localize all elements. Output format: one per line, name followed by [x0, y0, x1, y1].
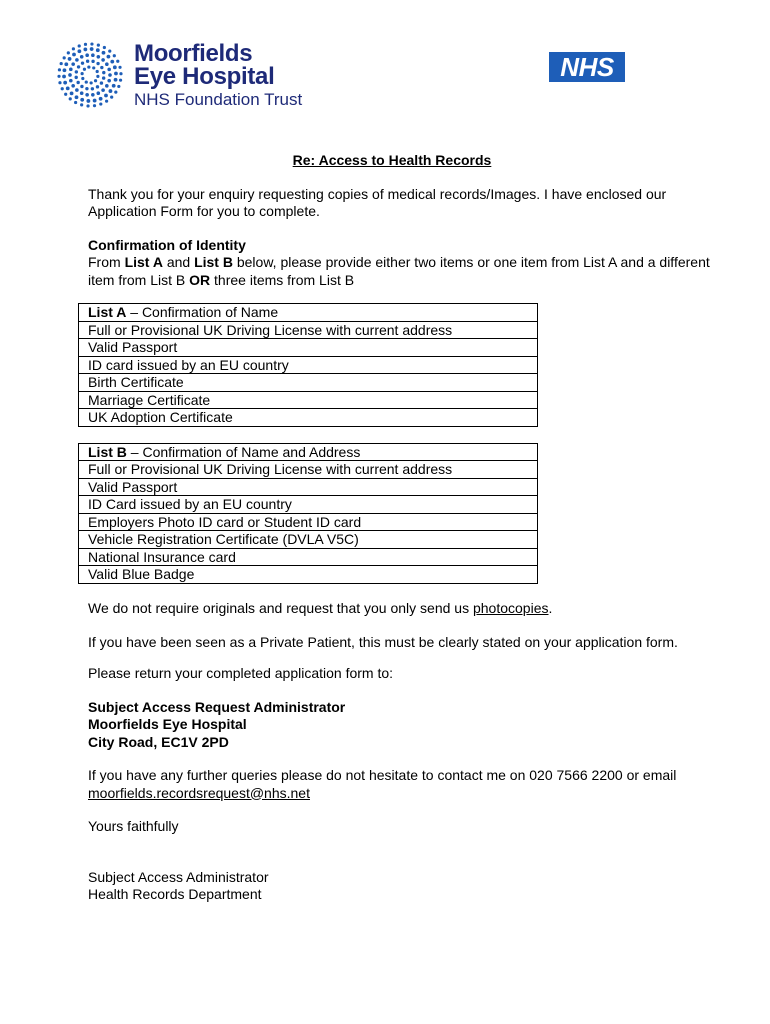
logo-dot	[116, 60, 119, 63]
list-b-item: Full or Provisional UK Driving License with current address	[79, 461, 538, 479]
logo-dot	[113, 65, 117, 69]
logo-dot	[77, 65, 80, 68]
queries-paragraph	[88, 767, 728, 802]
logo-dot	[105, 62, 109, 66]
address-line-2: Moorfields Eye Hospital	[88, 716, 247, 732]
logo-dot	[114, 72, 118, 76]
logo-dot	[81, 77, 84, 80]
logo-dot	[62, 75, 66, 79]
list-a-item: Valid Passport	[79, 339, 538, 357]
logo-dot	[63, 56, 66, 59]
moorfields-logo	[57, 42, 337, 114]
logo-dot	[80, 91, 84, 95]
logo-dot	[104, 94, 108, 98]
identity-text-part: three items from List B	[210, 271, 355, 288]
list-a-item: Marriage Certificate	[79, 391, 538, 409]
identity-heading: Confirmation of Identity	[88, 236, 246, 253]
logo-dot	[90, 81, 93, 84]
list-b-title: List B	[88, 443, 127, 460]
logo-dot	[108, 73, 112, 77]
logo-dot	[102, 76, 105, 79]
logo-dot	[86, 60, 89, 63]
logo-dot	[85, 80, 88, 83]
originals-text: We do not require originals and request that you only send us	[88, 599, 473, 616]
logo-dot	[85, 53, 89, 57]
identity-text-part: below, please provide either two items or one item from List A and a different item from List B	[88, 254, 710, 288]
logo-dot	[81, 72, 84, 75]
logo-dot	[90, 47, 94, 51]
logo-dot	[63, 68, 67, 72]
logo-dot	[80, 55, 84, 59]
logo-dot	[114, 91, 117, 94]
logo-dot	[109, 89, 113, 93]
photocopies-text: photocopies	[472, 599, 549, 616]
logo-dot	[61, 87, 64, 90]
logo-dot	[84, 43, 87, 46]
logo-text	[134, 42, 302, 112]
logo-dot	[80, 98, 84, 102]
logo-dot	[112, 84, 116, 88]
logo-dot	[71, 84, 75, 88]
logo-dot	[91, 60, 94, 63]
logo-dot	[96, 91, 100, 95]
logo-dot	[102, 51, 106, 55]
identity-text-or: OR	[189, 271, 211, 288]
intro-paragraph: Thank you for your enquiry requesting copies of medical records/Images. I have enclosed our Application Form for you to complete.	[88, 185, 667, 219]
logo-dot	[85, 93, 89, 97]
list-a-item: Full or Provisional UK Driving License with current address	[79, 321, 538, 339]
logo-dot	[118, 66, 121, 69]
logo-dot	[77, 49, 81, 53]
logo-dot	[100, 66, 103, 69]
signature-line-1: Subject Access Administrator	[88, 868, 269, 885]
list-a-item: Birth Certificate	[79, 374, 538, 392]
logo-dot	[58, 81, 61, 84]
logo-dot	[94, 79, 97, 82]
logo-line-1: Moorfields	[134, 40, 253, 67]
logo-dot	[91, 87, 94, 90]
logo-dot	[63, 81, 67, 85]
list-b-item: ID Card issued by an EU country	[79, 496, 538, 514]
logo-dot	[119, 79, 122, 82]
logo-dot	[68, 73, 72, 77]
list-b-item: Valid Blue Badge	[79, 566, 538, 584]
logo-dot	[86, 104, 89, 107]
logo-dot	[60, 62, 63, 65]
logo-dot	[75, 58, 79, 62]
logo-dot	[97, 55, 101, 59]
logo-dot	[100, 81, 103, 84]
logo-dot	[66, 87, 70, 91]
identity-text-list-a: List A	[124, 254, 163, 270]
identity-text-part: From	[88, 254, 125, 270]
logo-dot	[96, 70, 99, 73]
logo-dot	[87, 65, 90, 68]
list-a-title-rest: – Confirmation of Name	[126, 304, 279, 320]
logo-dot	[75, 88, 79, 92]
logo-dot	[83, 48, 87, 52]
logo-dot	[64, 93, 67, 96]
logo-dot	[96, 75, 99, 78]
logo-line-3: NHS Foundation Trust	[134, 90, 303, 109]
logo-dot	[72, 53, 76, 57]
logo-dot	[92, 66, 95, 69]
address-line-1: Subject Access Request Administrator	[88, 698, 346, 715]
letter-body	[88, 150, 728, 904]
logo-dot	[81, 61, 84, 64]
logo-dot	[101, 88, 105, 92]
logo-dot	[83, 68, 86, 71]
list-a-table	[78, 303, 538, 427]
list-a-item: ID card issued by an EU country	[79, 356, 538, 374]
logo-dot	[103, 46, 106, 49]
logo-dot	[96, 85, 99, 88]
logo-dot	[75, 76, 78, 79]
logo-dot	[105, 100, 108, 103]
logo-dot	[107, 68, 111, 72]
logo-dot	[110, 96, 113, 99]
logo-dot	[74, 101, 77, 104]
logo-dot	[80, 103, 83, 106]
logo-dot	[76, 81, 79, 84]
logo-dot	[117, 85, 120, 88]
originals-end: .	[548, 599, 553, 616]
logo-dot	[64, 62, 68, 66]
list-b-item: Vehicle Registration Certificate (DVLA V5C)	[79, 531, 538, 549]
private-patient-paragraph: If you have been seen as a Private Patient, this must be clearly stated on your application form.	[88, 634, 678, 650]
logo-dot	[96, 48, 100, 52]
list-b-title-rest: – Confirmation of Name and Address	[126, 443, 361, 460]
logo-dot	[78, 44, 81, 47]
logo-dot	[71, 62, 75, 66]
logo-dot	[105, 84, 109, 88]
logo-dot	[107, 79, 111, 83]
logo-dot	[107, 55, 111, 59]
logo-dot	[57, 75, 60, 78]
identity-text-list-b: List B	[194, 254, 233, 270]
originals-paragraph	[88, 600, 728, 618]
logo-dot	[70, 91, 74, 95]
logo-dot	[99, 102, 102, 105]
logo-dot	[110, 60, 114, 64]
list-b-table	[78, 443, 538, 584]
logo-dot	[85, 87, 88, 90]
list-a-item: UK Adoption Certificate	[79, 409, 538, 427]
letter-subject: Re: Access to Health Records	[292, 152, 492, 168]
signature-line-2: Health Records Department	[88, 886, 262, 902]
logo-dot	[113, 54, 116, 57]
logo-dot	[69, 68, 73, 72]
logo-dot	[102, 71, 105, 74]
logo-dot	[97, 44, 100, 47]
logo-dot	[91, 53, 95, 57]
email-link[interactable]: moorfields.recordsrequest@nhs.net	[88, 784, 310, 801]
signoff: Yours faithfully	[88, 818, 179, 834]
logo-line-2: Eye Hospital	[134, 63, 275, 90]
list-b-item: National Insurance card	[79, 548, 538, 566]
address-line-3: City Road, EC1V 2PD	[88, 733, 229, 750]
logo-dot	[93, 104, 96, 107]
logo-dot	[69, 79, 73, 83]
nhs-badge: NHS	[549, 52, 625, 82]
logo-dot	[114, 78, 118, 82]
logo-dot	[69, 97, 72, 100]
sunburst-logo-icon	[57, 42, 123, 108]
queries-text: If you have any further queries please do not hesitate to contact me on 020 7566 2200 or email	[88, 767, 677, 783]
list-a-header	[79, 304, 538, 322]
logo-dot	[96, 62, 99, 65]
logo-dot	[68, 57, 72, 61]
logo-dot	[67, 51, 70, 54]
logo-dot	[72, 47, 75, 50]
logo-dot	[119, 72, 122, 75]
logo-dot	[80, 85, 83, 88]
list-a-title: List A	[88, 304, 127, 320]
logo-dot	[93, 99, 97, 103]
identity-instructions	[88, 254, 728, 289]
list-b-item: Employers Photo ID card or Student ID card	[79, 513, 538, 531]
logo-dot	[75, 95, 79, 99]
logo-dot	[108, 50, 111, 53]
identity-text-part: and	[162, 254, 195, 270]
logo-dot	[90, 42, 93, 45]
list-b-header	[79, 443, 538, 461]
logo-dot	[91, 93, 95, 97]
list-b-item: Valid Passport	[79, 478, 538, 496]
logo-dot	[75, 70, 78, 73]
logo-dot	[58, 68, 61, 71]
logo-dot	[99, 97, 103, 101]
return-paragraph: Please return your completed application form to:	[88, 665, 394, 681]
logo-dot	[101, 58, 105, 62]
logo-dot	[86, 99, 90, 103]
